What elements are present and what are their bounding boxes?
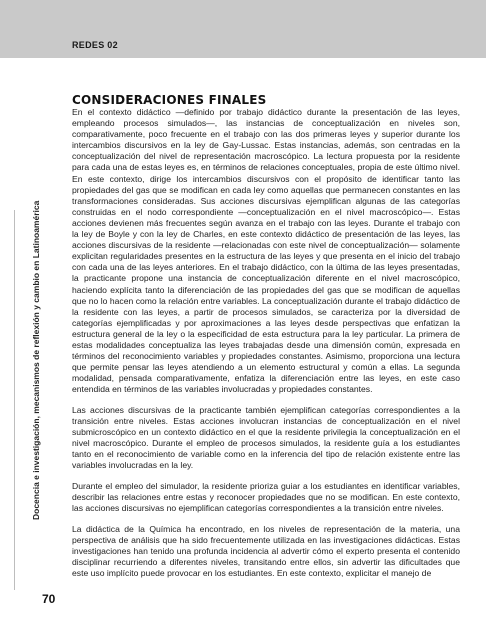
main-content	[72, 93, 460, 589]
sidebar-rule	[14, 210, 15, 590]
header-band	[0, 0, 486, 58]
running-header-title: REDES 02	[72, 40, 118, 50]
page-number: 70	[42, 592, 56, 606]
paragraph-2: Las acciones discursivas de la practicante también ejemplifican categorías correspondientes a la transición entre niveles. Estas acciones involucran instancias de conceptualización en el nivel submicroscópico en un contexto didáctico en el que la residente privilegia la conceptualización en el nivel macroscópico. Durante el empleo de procesos simulados, la residente guía a los estudiantes tanto en el reconocimiento de variable como en la inferencia del tipo de relación existente entre las variables involucradas en la ley.	[72, 404, 460, 471]
paragraph-4: La didáctica de la Química ha encontrado, en los niveles de representación de la materia, una perspectiva de análisis que ha sido frecuentemente utilizada en las investigaciones didácticas. Estas investigaciones han tenido una profunda incidencia al advertir cómo el experto presenta el contenido disciplinar recurriendo a diferentes niveles, transitando entre ellos, sin advertir las dificultades que este uso implícito puede provocar en los estudiantes. En este contexto, explicitar el manejo de	[72, 523, 460, 579]
paragraph-3: Durante el empleo del simulador, la residente prioriza guiar a los estudiantes en identificar variables, describir las relaciones entre estas y reconocer propiedades que no se modifican. En este contexto, las acciones discursivas no ejemplifican categorías correspondientes a la transición entre niveles.	[72, 481, 460, 514]
paragraph-1: En el contexto didáctico —definido por trabajo didáctico durante la presentación de las leyes, empleando procesos simulados—, las instancias de conceptualización en niveles son, comparativamente, poco frecuente en el trabajo con las dos primeras leyes y superior durante los intercambios discursivos en la ley de Gay-Lussac. Estas instancias, además, son centradas en la conceptualización del nivel de representación macroscópico. La lectura propuesta por la residente para cada una de estas leyes es, en términos de relaciones conceptuales, propia de este último nivel. En este contexto, dirige los intercambios discursivos con el propósito de identificar tanto las propiedades del gas que se modifican en cada ley como aquellas que permanecen constantes en las transformaciones consideradas. Sus acciones discursivas ejemplifican algunas de las categorías construidas en el nodo correspondiente —conceptualización en el nivel macroscópico—. Estas acciones devienen más frecuentes según avanza en el trabajo con las leyes. Durante el trabajo con la ley de Boyle y con la ley de Charles, en este contexto didáctico de presentación de las leyes, las acciones discursivas de la residente —relacionadas con este nivel de conceptualización— solamente explicitan regularidades presentes en la estructura de las leyes y que presenta en el inicio del trabajo con cada una de las leyes anteriores. En el trabajo didáctico, con la última de las leyes presentadas, la practicante propone una instancia de conceptualización diferente en el nivel macroscópico, haciendo explícita tanto la diferenciación de las propiedades del gas que se modifican de aquellas que no lo hacen como la relación entre variables. La conceptualización durante el trabajo didáctico de la residente con las leyes, a partir de procesos simulados, se caracteriza por la diversidad de categorías ejemplificadas y por aproximaciones a las leyes desde perspectivas que enfatizan la estructura general de la ley o la especificidad de esta estructura para la ley particular. La primera de estas modalidades conceptualiza las leyes trabajadas desde una dimensión común, expresada en términos del reconocimiento variables y propiedades constantes. Asimismo, proporciona una lectura que permite pensar las leyes atendiendo a un elemento estructural y común a ellas. La segunda modalidad, pensada comparativamente, enfatiza la diferenciación entre las leyes, en este caso entendida en términos de las variables involucradas y propiedades constantes.	[72, 107, 460, 395]
section-title: CONSIDERACIONES FINALES	[72, 93, 267, 107]
sidebar-vertical-title: Docencia e investigación, mecanismos de reflexión y cambio en Latinoamérica	[31, 200, 41, 520]
